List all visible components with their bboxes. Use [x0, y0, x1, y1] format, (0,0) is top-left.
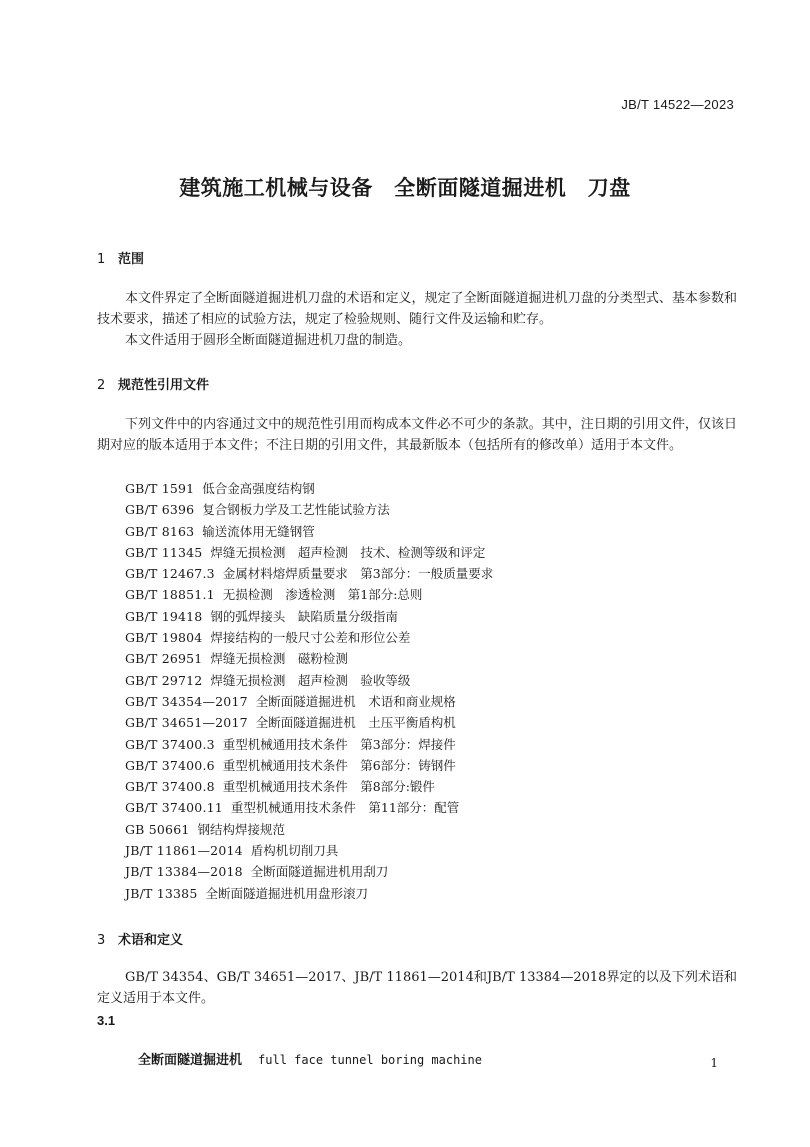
reference-item — [125, 606, 493, 627]
section-number: 1 — [97, 252, 106, 267]
reference-list — [125, 478, 493, 904]
reference-title: 盾构机切削刀具 — [250, 843, 339, 859]
reference-item — [125, 542, 493, 563]
term-number: 3.1 — [97, 1013, 116, 1028]
terms-intro-paragraph: GB/T 34354、GB/T 34651—2017、JB/T 11861—2014和JB/T 13384—2018界定的以及下列术语和定义适用于本文件。 — [97, 970, 737, 1006]
section-title: 术语和定义 — [118, 933, 184, 948]
reference-code: JB/T 13384—2018 — [125, 864, 243, 880]
reference-code: GB/T 26951 — [125, 651, 203, 667]
section-title: 规范性引用文件 — [118, 378, 210, 393]
reference-title: 输送流体用无缝钢管 — [202, 523, 315, 539]
reference-item — [125, 734, 493, 755]
standard-code: JB/T 14522—2023 — [621, 97, 734, 112]
reference-item — [125, 797, 493, 818]
reference-title: 焊缝无损检测 超声检测 技术、检测等级和评定 — [210, 544, 486, 560]
section-number: 3 — [97, 933, 106, 948]
term-entry — [125, 1033, 482, 1084]
reference-item — [125, 478, 493, 499]
reference-item — [125, 861, 493, 882]
reference-title: 复合钢板力学及工艺性能试验方法 — [202, 502, 390, 518]
section-heading-scope — [97, 248, 144, 267]
reference-item — [125, 819, 493, 840]
reference-title: 全断面隧道掘进机用刮刀 — [250, 864, 389, 880]
section-title: 范围 — [118, 252, 145, 267]
section-heading-normative-references — [97, 374, 209, 393]
reference-item — [125, 648, 493, 669]
references-intro-paragraph: 下列文件中的内容通过文中的规范性引用而构成本文件必不可少的条款。其中，注日期的引用文件，仅该日期对应的版本适用于本文件；不注日期的引用文件，其最新版本（包括所有的修改单）适用于本文件。 — [97, 417, 737, 453]
reference-title: 焊缝无损检测 磁粉检测 — [210, 651, 348, 667]
reference-item — [125, 670, 493, 691]
reference-code: GB/T 34651—2017 — [125, 715, 248, 731]
document-title: 建筑施工机械与设备 全断面隧道掘进机 刀盘 — [179, 176, 631, 200]
section-heading-terms-definitions — [97, 929, 183, 948]
scope-paragraph-1: 本文件界定了全断面隧道掘进机刀盘的术语和定义，规定了全断面隧道掘进机刀盘的分类型式、基本参数和技术要求，描述了相应的试验方法，规定了检验规则、随行文件及运输和贮存。 — [97, 291, 737, 327]
reference-title: 重型机械通用技术条件 第3部分：焊接件 — [222, 736, 456, 752]
reference-title: 重型机械通用技术条件 第6部分：铸钢件 — [222, 757, 456, 773]
reference-code: GB/T 29712 — [125, 672, 203, 688]
reference-item — [125, 883, 493, 904]
reference-title: 钢的弧焊接头 缺陷质量分级指南 — [210, 608, 398, 624]
reference-item — [125, 712, 493, 733]
reference-code: GB/T 19804 — [125, 630, 203, 646]
reference-title: 全断面隧道掘进机 土压平衡盾构机 — [255, 715, 456, 731]
reference-code: GB/T 37400.6 — [125, 757, 215, 773]
reference-code: GB/T 34354—2017 — [125, 693, 248, 709]
reference-title: 金属材料熔焊质量要求 第3部分：一般质量要求 — [222, 566, 494, 582]
reference-item — [125, 691, 493, 712]
reference-item — [125, 563, 493, 584]
reference-title: 无损检测 渗透检测 第1部分:总则 — [222, 587, 423, 603]
reference-title: 重型机械通用技术条件 第8部分:锻件 — [222, 779, 435, 795]
reference-code: JB/T 13385 — [125, 885, 198, 901]
reference-code: GB 50661 — [125, 821, 190, 837]
reference-item — [125, 840, 493, 861]
reference-code: GB/T 1591 — [125, 481, 195, 496]
reference-title: 重型机械通用技术条件 第11部分：配管 — [230, 800, 460, 816]
reference-title: 全断面隧道掘进机 术语和商业规格 — [255, 693, 456, 709]
reference-title: 焊接结构的一般尺寸公差和形位公差 — [210, 630, 411, 646]
reference-item — [125, 521, 493, 542]
reference-item — [125, 499, 493, 520]
page-number: 1 — [710, 1056, 718, 1070]
reference-code: GB/T 37400.11 — [125, 800, 223, 816]
reference-title: 全断面隧道掘进机用盘形滚刀 — [205, 885, 368, 901]
section-number: 2 — [97, 378, 106, 393]
reference-code: GB/T 37400.3 — [125, 736, 215, 752]
reference-code: GB/T 19418 — [125, 608, 203, 624]
reference-title: 钢结构焊接规范 — [197, 821, 285, 837]
reference-title: 焊缝无损检测 超声检测 验收等级 — [210, 672, 411, 688]
reference-code: GB/T 8163 — [125, 523, 195, 539]
reference-code: GB/T 12467.3 — [125, 566, 215, 582]
reference-code: GB/T 6396 — [125, 502, 195, 518]
reference-code: GB/T 18851.1 — [125, 587, 215, 603]
reference-code: JB/T 11861—2014 — [125, 843, 243, 859]
reference-item — [125, 776, 493, 797]
term-name-en: full face tunnel boring machine — [258, 1053, 482, 1067]
reference-title: 低合金高强度结构钢 — [202, 481, 315, 496]
reference-code: GB/T 37400.8 — [125, 779, 215, 795]
reference-item — [125, 755, 493, 776]
reference-item — [125, 627, 493, 648]
reference-code: GB/T 11345 — [125, 544, 203, 560]
term-name-zh: 全断面隧道掘进机 — [138, 1053, 243, 1068]
scope-paragraph-2: 本文件适用于圆形全断面隧道掘进机刀盘的制造。 — [125, 333, 412, 348]
reference-item — [125, 584, 493, 605]
